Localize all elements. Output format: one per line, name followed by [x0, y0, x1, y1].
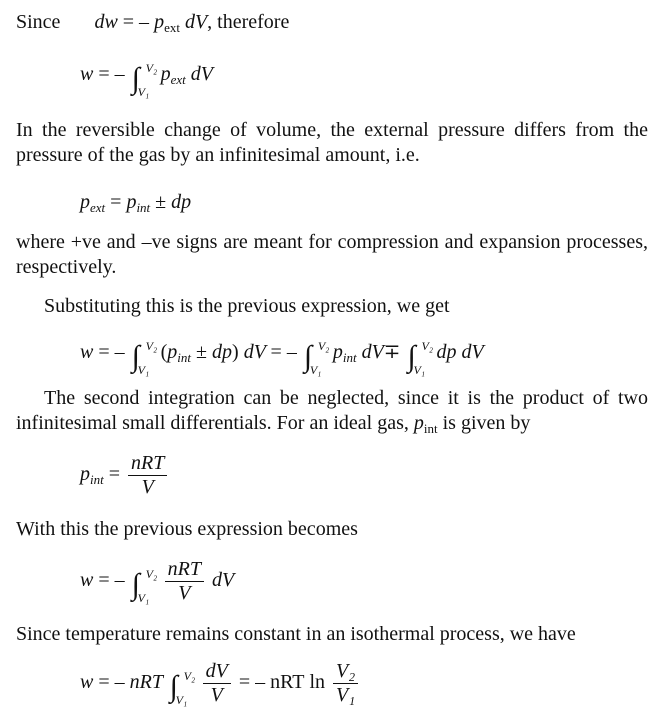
equation-ideal-integral: w = – ∫ V₂ V₁ $\frac{\text{nRT}}{V}$ dV [80, 558, 235, 606]
equation-isothermal-work: w = – nRT ∫ V₂ V₁ $\frac{dV}{V}$ = – nRT ln $\frac{\text{V₂}}{\text{V₁}}$ [80, 660, 361, 707]
since-line: Since dw = – $p_{ext}$ dV, therefore [16, 11, 290, 35]
fraction-nRT-over-V: $\frac{\text{nRT}}{V}$ [128, 452, 167, 499]
equation-substituted: w = – ∫ V₂ V₁ $(p_{int} \pm dp)$ dV = – ∫ V₂ V₁ $p_{int}$ dV∓ ∫ V₂ V₁ dp dV [80, 339, 484, 377]
equation-ideal-gas: $p_{int}$ = $\frac{\text{nRT}}{V}$ [80, 452, 170, 499]
paragraph-signs: where +ve and –ve signs are meant for compression and expansion processes, respectively. [16, 231, 648, 278]
paragraph-substituting: Substituting this is the previous expression, we get [44, 295, 450, 317]
paragraph-reversible: In the reversible change of volume, the external pressure differs from the pressure of the gas by an infinitesimal amount, i.e. [16, 119, 648, 166]
p-symbol: p [154, 11, 165, 33]
dw-symbol: dw [94, 11, 118, 33]
equation-pressure: $p_{ext} = p_{int}$ ± dp [80, 191, 192, 215]
paragraph-isothermal: Since temperature remains constant in an isothermal process, we have [16, 623, 576, 645]
therefore-text: , therefore [207, 11, 290, 33]
since-word: Since [16, 11, 61, 33]
paragraph-second-integration: The second integration can be neglected, since it is the product of two infinitesimal small differentials. For an ideal gas, $p_{int}$ is given by [16, 387, 648, 436]
integral-sign: ∫ V₂ V₁ [131, 61, 158, 99]
paragraph-with-this: With this the previous expression becomes [16, 518, 358, 540]
equation-work-integral: w = – ∫ V₂ V₁ $p_{ext}$ dV [80, 61, 213, 99]
